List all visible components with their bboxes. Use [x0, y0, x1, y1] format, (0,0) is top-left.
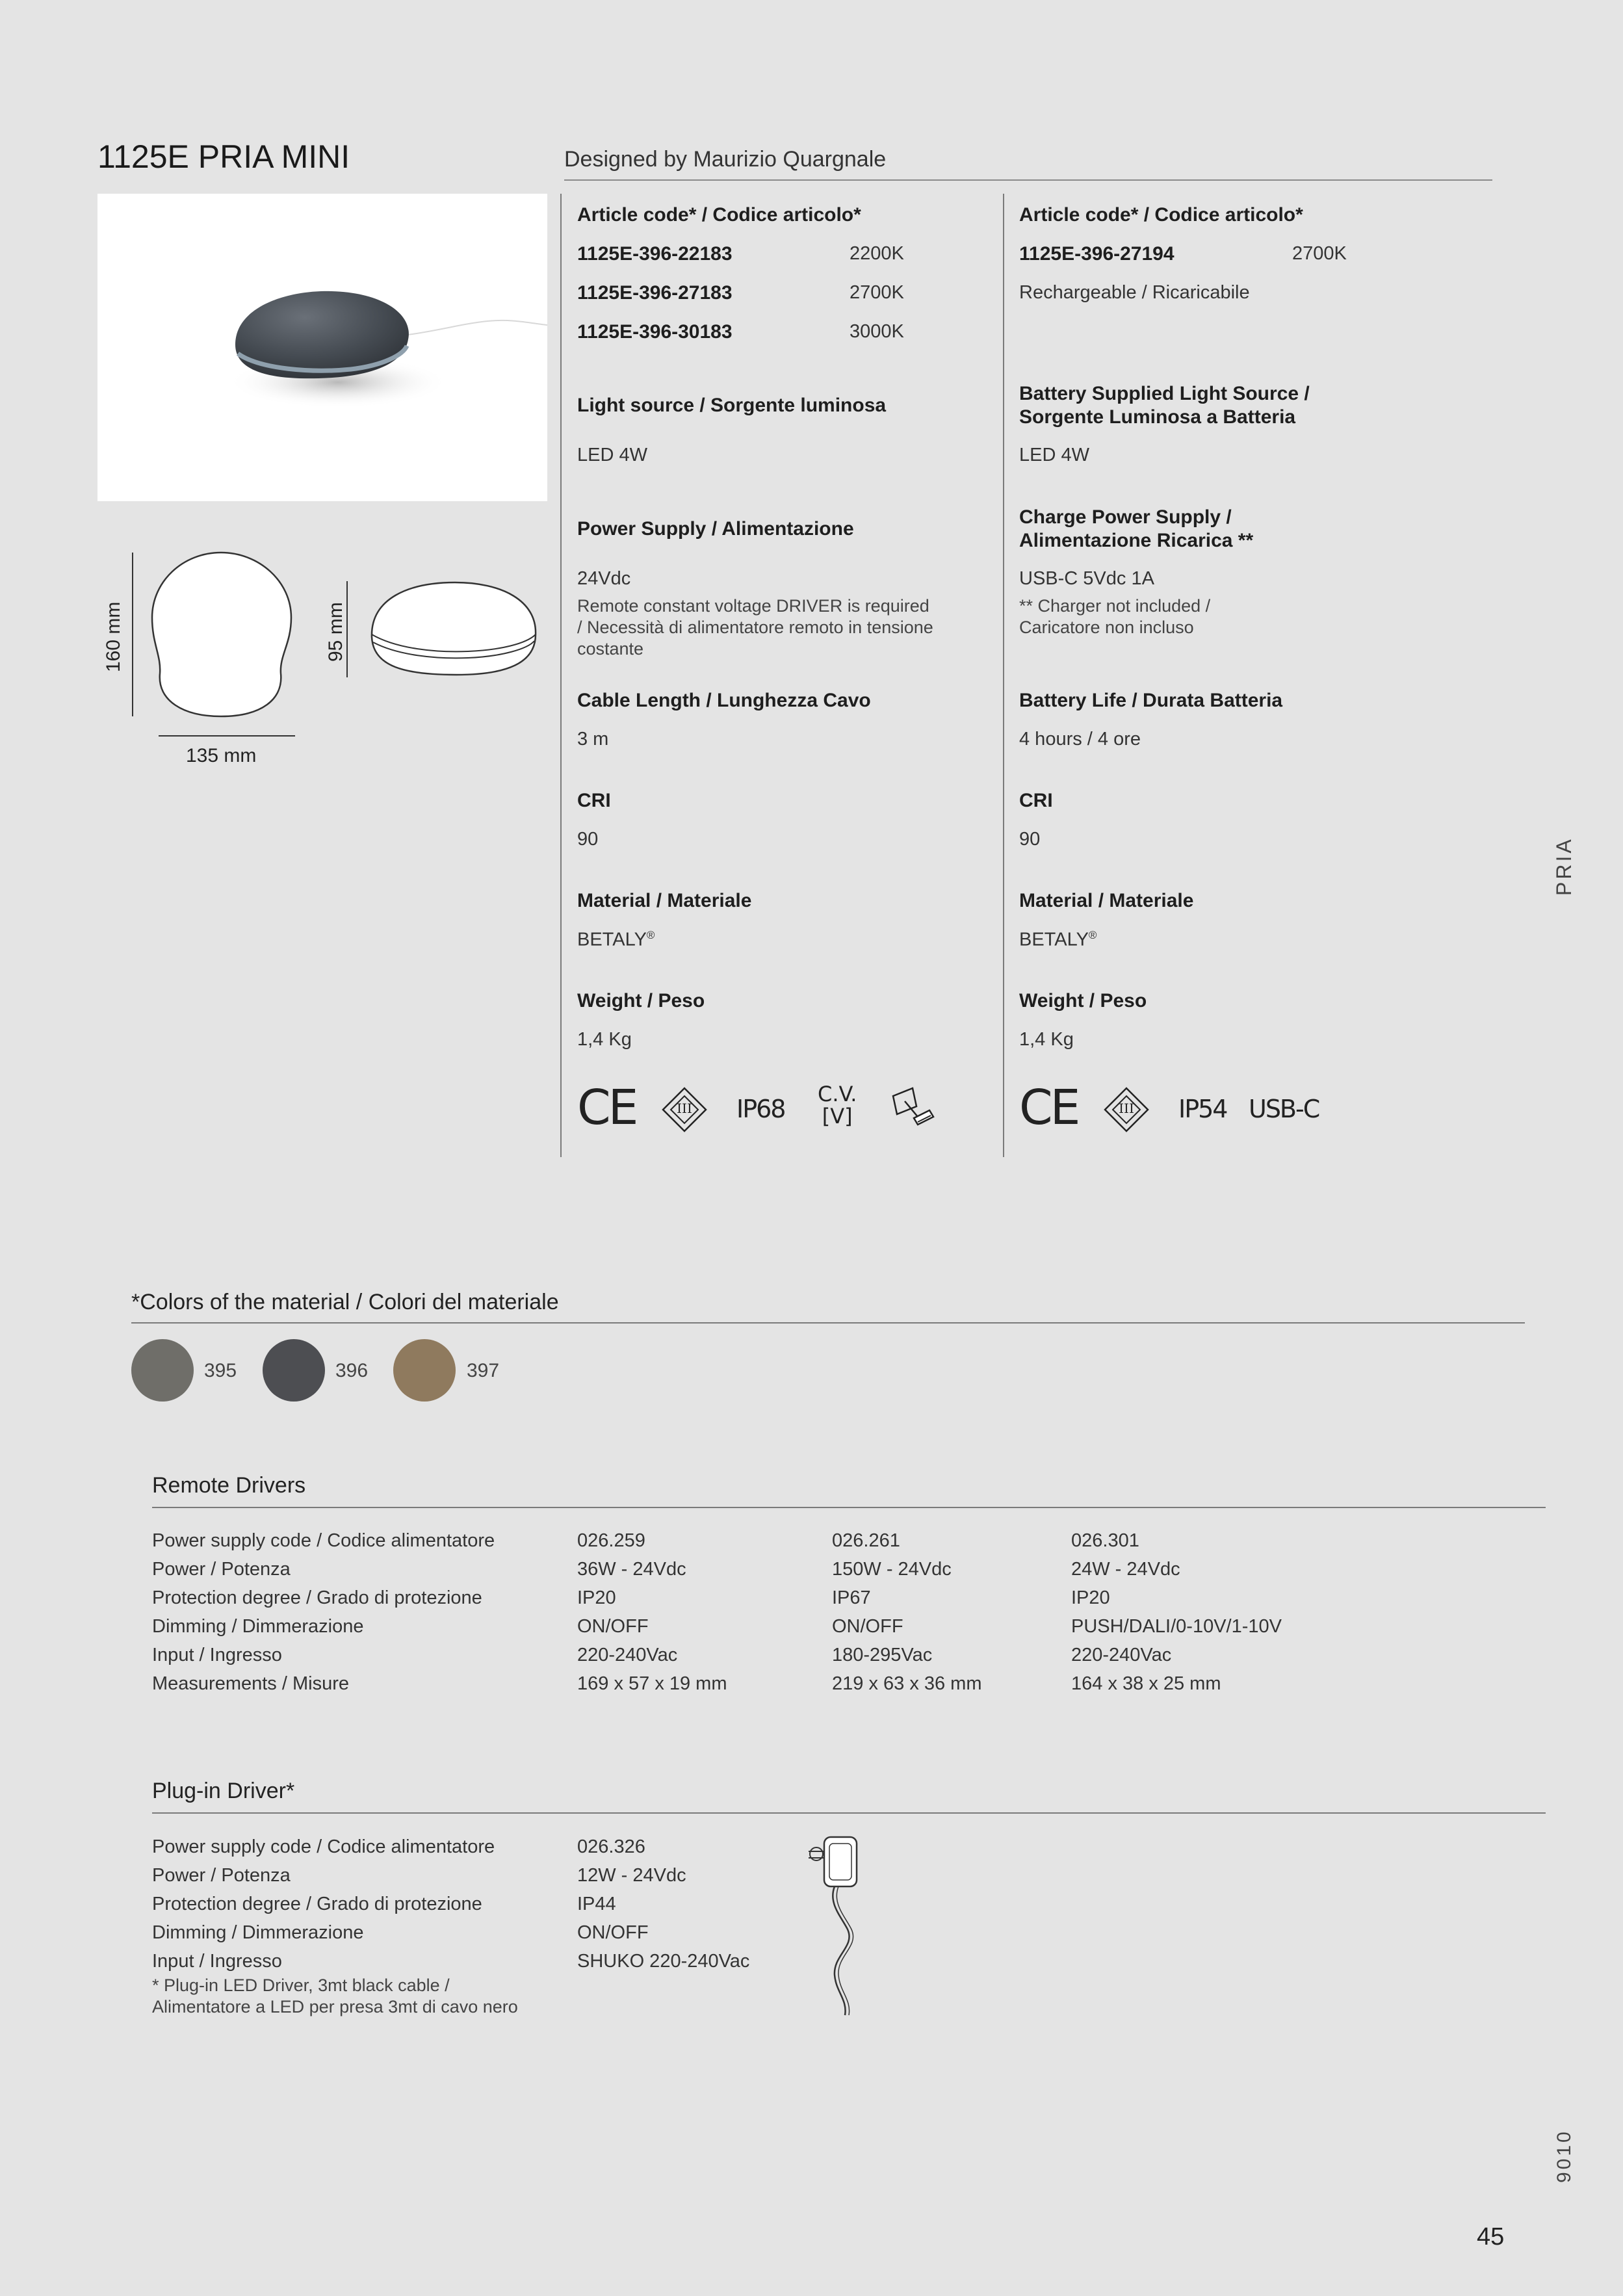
color-code-label: 397	[467, 1360, 500, 1381]
driver-026-261-column: 026.261 150W - 24Vdc IP67 ON/OFF 180-295Vac 219 x 63 x 36 mm	[832, 1530, 982, 1694]
color-swatch-397	[393, 1339, 456, 1402]
driver-026-259-column: 026.259 36W - 24Vdc IP20 ON/OFF 220-240Vac 169 x 57 x 19 mm	[577, 1530, 727, 1694]
height-dimension-label: 160 mm	[103, 601, 124, 672]
class-iii-icon: III	[1104, 1087, 1149, 1132]
weight-heading: Weight / Peso	[1019, 990, 1147, 1011]
article-code-heading: Article code* / Codice articolo*	[577, 204, 861, 226]
article-code-heading: Article code* / Codice articolo*	[1019, 204, 1303, 226]
depth-dimension-label: 95 mm	[325, 602, 346, 662]
front-view-drawing	[123, 546, 318, 757]
table-row-label: Protection degree / Grado di protezione	[152, 1894, 482, 1914]
cable-length-value: 3 m	[577, 729, 609, 750]
weight-heading: Weight / Peso	[577, 990, 705, 1011]
article-code: 1125E-396-27194	[1019, 243, 1175, 265]
color-code-label: 395	[204, 1360, 237, 1381]
product-family-label: PRIA	[1552, 837, 1576, 896]
plugin-driver-values: 026.326 12W - 24Vdc IP44 ON/OFF SHUKO 220-240Vac	[577, 1836, 750, 1972]
product-title: 1125E PRIA MINI	[97, 138, 350, 175]
column-divider-left	[560, 194, 562, 1157]
weight-value: 1,4 Kg	[577, 1029, 632, 1050]
color-swatch-395	[131, 1339, 194, 1402]
color-code-label: 396	[335, 1360, 369, 1381]
table-row-label: Power supply code / Codice alimentatore	[152, 1530, 495, 1551]
cri-value: 90	[577, 829, 599, 850]
remote-drivers-labels	[152, 1526, 495, 1698]
charger-note: ** Charger not included / Caricatore non incluso	[1019, 596, 1211, 637]
remote-drivers-title: Remote Drivers	[152, 1473, 306, 1498]
material-value: BETALY®	[1019, 929, 1097, 950]
plug-in-driver-icon	[802, 1832, 874, 2024]
column-divider-right	[1003, 194, 1004, 1157]
plugin-driver-labels	[152, 1833, 495, 1976]
side-view-drawing	[338, 572, 546, 692]
plugin-driver-divider	[152, 1812, 1546, 1814]
color-swatch-396	[263, 1339, 325, 1402]
rechargeable-label: Rechargeable / Ricaricabile	[1019, 282, 1250, 303]
cri-heading: CRI	[1019, 790, 1053, 811]
ce-mark-icon: CE	[577, 1080, 636, 1136]
class-iii-icon: III	[662, 1087, 707, 1132]
designer-credit: Designed by Maurizio Quargnale	[564, 147, 887, 172]
colors-title: *Colors of the material / Colori del materiale	[131, 1290, 559, 1314]
battery-life-heading: Battery Life / Durata Batteria	[1019, 690, 1283, 711]
color-temperature: 2700K	[1292, 243, 1347, 264]
table-row-label: Power supply code / Codice alimentatore	[152, 1836, 495, 1857]
article-code: 1125E-396-30183	[577, 321, 733, 343]
battery-life-value: 4 hours / 4 ore	[1019, 729, 1141, 750]
battery-light-source-heading: Battery Supplied Light Source / Sorgente Luminosa a Batteria	[1019, 383, 1310, 428]
page-number: 45	[1477, 2223, 1505, 2250]
ip-rating-icon: IP68	[736, 1095, 785, 1123]
product-photo	[97, 194, 547, 501]
table-row-label: Dimming / Dimmerazione	[152, 1922, 364, 1943]
cable-length-heading: Cable Length / Lunghezza Cavo	[577, 690, 871, 711]
material-value: BETALY®	[577, 929, 655, 950]
material-heading: Material / Materiale	[1019, 890, 1194, 911]
charge-power-supply-heading: Charge Power Supply / Alimentazione Ricarica **	[1019, 506, 1254, 551]
cri-heading: CRI	[577, 790, 611, 811]
table-row-label: Power / Potenza	[152, 1865, 291, 1886]
light-source-value: LED 4W	[1019, 445, 1089, 465]
ip-rating-icon: IP54	[1178, 1095, 1227, 1123]
weight-value: 1,4 Kg	[1019, 1029, 1074, 1050]
table-row-label: Measurements / Misure	[152, 1673, 349, 1694]
remote-drivers-divider	[152, 1507, 1546, 1508]
cri-value: 90	[1019, 829, 1041, 850]
article-code: 1125E-396-27183	[577, 282, 733, 304]
width-dimension-label: 135 mm	[186, 745, 257, 766]
power-supply-value: 24Vdc	[577, 568, 631, 589]
color-temperature: 3000K	[850, 321, 904, 342]
charge-power-value: USB-C 5Vdc 1A	[1019, 568, 1154, 589]
catalog-code-label: 9010	[1553, 2129, 1575, 2183]
table-row-label: Input / Ingresso	[152, 1951, 282, 1972]
driver-026-301-column: 026.301 24W - 24Vdc IP20 PUSH/DALI/0-10V/1-10V 220-240Vac 164 x 38 x 25 mm	[1071, 1530, 1282, 1694]
material-heading: Material / Materiale	[577, 890, 752, 911]
plugin-driver-note: * Plug-in LED Driver, 3mt black cable / Alimentatore a LED per presa 3mt di cavo nero	[152, 1976, 518, 2016]
ce-mark-icon: CE	[1019, 1080, 1078, 1136]
color-temperature: 2700K	[850, 282, 904, 303]
header-divider	[564, 179, 1492, 181]
article-code: 1125E-396-22183	[577, 243, 733, 265]
constant-voltage-icon: C.V. [V]	[818, 1082, 857, 1128]
power-supply-heading: Power Supply / Alimentazione	[577, 518, 854, 540]
color-temperature: 2200K	[850, 243, 904, 264]
driver-note: Remote constant voltage DRIVER is required / Necessità di alimentatore remoto in tensione costante	[577, 596, 933, 659]
installation-icon	[890, 1084, 936, 1134]
light-source-value: LED 4W	[577, 445, 647, 465]
colors-divider	[131, 1322, 1525, 1324]
usb-c-icon: USB-C	[1249, 1095, 1319, 1123]
plugin-driver-title: Plug-in Driver*	[152, 1779, 295, 1803]
table-row-label: Protection degree / Grado di protezione	[152, 1587, 482, 1608]
light-source-heading: Light source / Sorgente luminosa	[577, 395, 887, 416]
table-row-label: Dimming / Dimmerazione	[152, 1616, 364, 1637]
table-row-label: Input / Ingresso	[152, 1645, 282, 1665]
table-row-label: Power / Potenza	[152, 1559, 291, 1580]
